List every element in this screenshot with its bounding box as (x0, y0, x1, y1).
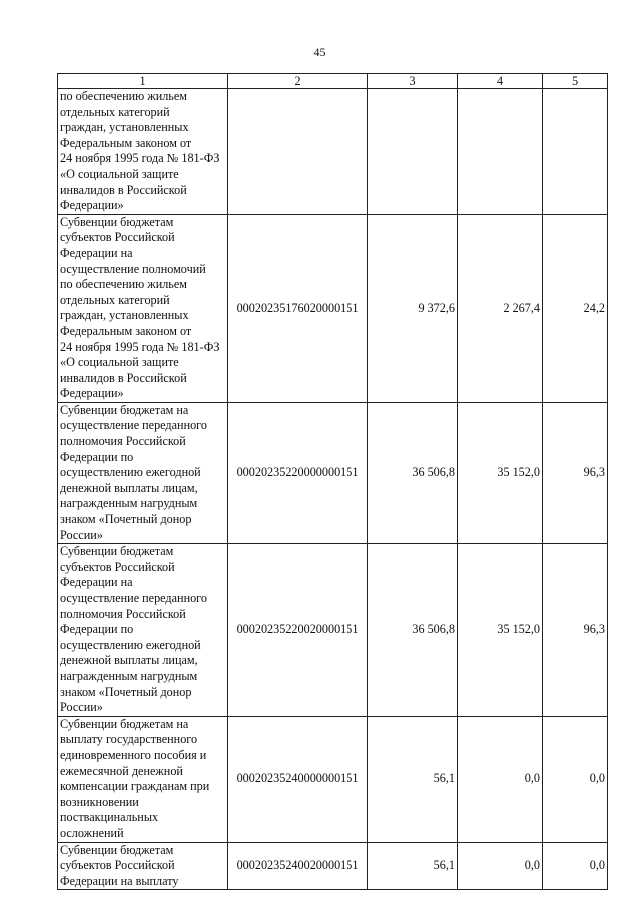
row-code: 00020235240000000151 (228, 716, 368, 842)
table-header-row (58, 74, 608, 89)
header-col-4: 4 (458, 74, 543, 89)
row-col3 (368, 89, 458, 215)
table-row (58, 716, 608, 842)
header-col-5: 5 (543, 74, 608, 89)
row-name: Субвенции бюджетам субъектов Российской Федерации на осуществление полномочий по обеспечению жильем отдельных категорий граждан, установленных Федеральным законом от 24 ноября 1995 года № 181-ФЗ «О социальной защите инвалидов в Российской Федерации» (58, 214, 228, 402)
row-name: Субвенции бюджетам субъектов Российской Федерации на осуществление переданного полномочия Российской Федерации по осуществлению ежегодной денежной выплаты лицам, награжденным нагрудным знаком «Почетный донор России» (58, 544, 228, 717)
row-code (228, 89, 368, 215)
row-col3: 36 506,8 (368, 544, 458, 717)
row-col5: 0,0 (543, 716, 608, 842)
row-col3: 36 506,8 (368, 402, 458, 543)
row-col5: 24,2 (543, 214, 608, 402)
row-name: по обеспечению жильем отдельных категорий граждан, установленных Федеральным законом от 24 ноября 1995 года № 181-ФЗ «О социальной защите инвалидов в Российской Федерации» (58, 89, 228, 215)
row-col5: 0,0 (543, 842, 608, 890)
row-col5: 96,3 (543, 544, 608, 717)
row-col5: 96,3 (543, 402, 608, 543)
row-code: 00020235240020000151 (228, 842, 368, 890)
row-col3: 9 372,6 (368, 214, 458, 402)
row-col4: 2 267,4 (458, 214, 543, 402)
table-row (58, 544, 608, 717)
table-row (58, 214, 608, 402)
page-number: 45 (313, 45, 326, 59)
row-col4 (458, 89, 543, 215)
header-col-1: 1 (58, 74, 228, 89)
row-col5 (543, 89, 608, 215)
row-col4: 0,0 (458, 842, 543, 890)
row-col4: 35 152,0 (458, 544, 543, 717)
row-code: 00020235220020000151 (228, 544, 368, 717)
row-col3: 56,1 (368, 716, 458, 842)
budget-table (57, 73, 608, 890)
header-col-3: 3 (368, 74, 458, 89)
row-col4: 35 152,0 (458, 402, 543, 543)
row-name: Субвенции бюджетам на осуществление переданного полномочия Российской Федерации по осуществлению ежегодной денежной выплаты лицам, награжденным нагрудным знаком «Почетный донор России» (58, 402, 228, 543)
header-col-2: 2 (228, 74, 368, 89)
row-col4: 0,0 (458, 716, 543, 842)
table-row (58, 842, 608, 890)
row-name: Субвенции бюджетам на выплату государственного единовременного пособия и ежемесячной денежной компенсации гражданам при возникновении поствакцинальных осложнений (58, 716, 228, 842)
row-col3: 56,1 (368, 842, 458, 890)
row-code: 00020235176020000151 (228, 214, 368, 402)
table-row (58, 402, 608, 543)
table-row (58, 89, 608, 215)
row-name: Субвенции бюджетам субъектов Российской Федерации на выплату (58, 842, 228, 890)
row-code: 00020235220000000151 (228, 402, 368, 543)
